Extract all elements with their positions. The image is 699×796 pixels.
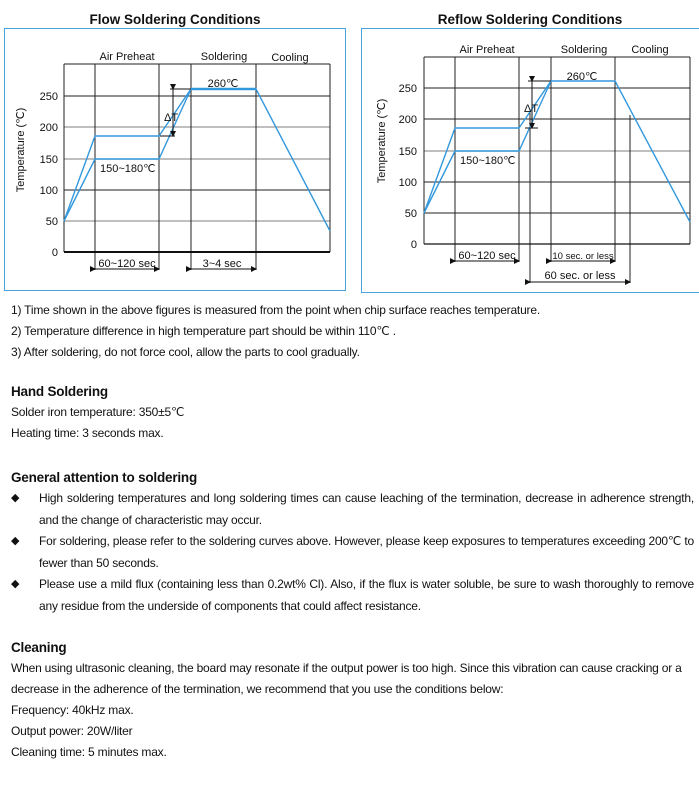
hand-soldering-section — [11, 382, 184, 444]
cleaning-intro: When using ultrasonic cleaning, the board may resonate if the output power is too high. Since this vibration can cause cracking or a decrease in the adherence of the termination, we recommend that you use the conditions below: — [11, 661, 682, 696]
cleaning-line: Frequency: 40kHz max. — [11, 703, 134, 717]
flow-ytick: 100 — [39, 185, 58, 197]
reflow-preheat-label: 150~180℃ — [460, 155, 516, 167]
reflow-ytick: 100 — [398, 177, 417, 189]
cleaning-line: Cleaning time: 5 minutes max. — [11, 745, 167, 759]
flow-delta-label: ΔT — [164, 112, 179, 124]
flow-ytick: 150 — [39, 154, 58, 166]
flow-dim-preheat: 60~120 sec — [98, 258, 156, 270]
general-attention-heading: General attention to soldering — [11, 470, 198, 485]
hand-soldering-line: Solder iron temperature: 350±5℃ — [11, 405, 185, 419]
reflow-chart-title: Reflow Soldering Conditions — [437, 12, 623, 27]
flow-phase-soldering: Soldering — [200, 51, 248, 63]
flow-chart — [0, 0, 350, 295]
flow-ytick: 0 — [51, 247, 58, 259]
reflow-dim-solder: 10 sec. or less — [552, 251, 614, 262]
reflow-chart — [350, 0, 699, 300]
flow-phase-preheat: Air Preheat — [99, 51, 155, 63]
bullet-item: ◆ Please use a mild flux (containing less than 0.2wt% Cl). Also, if the flux is water soluble, be sure to wash thoroughly to remove any residue from the underside of components that could affect resistance. — [11, 574, 694, 617]
hand-soldering-line: Heating time: 3 seconds max. — [11, 426, 164, 440]
flow-ylabel: Temperature (℃) — [15, 107, 27, 193]
note: 3) After soldering, do not force cool, allow the parts to cool gradually. — [11, 345, 360, 359]
reflow-dim-above200: 60 sec. or less — [544, 270, 616, 282]
diamond-bullet-icon: ◆ — [11, 492, 20, 504]
reflow-dim-preheat: 60~120 sec — [458, 250, 516, 262]
reflow-ytick: 150 — [398, 146, 417, 158]
flow-ytick: 250 — [39, 91, 58, 103]
reflow-phase-soldering: Soldering — [560, 44, 608, 56]
note: 2) Temperature difference in high temperature part should be within 110℃ . — [11, 324, 396, 338]
hand-soldering-heading: Hand Soldering — [11, 384, 108, 399]
flow-phase-cooling: Cooling — [271, 52, 309, 64]
reflow-ytick: 200 — [398, 114, 417, 126]
reflow-ytick: 0 — [410, 239, 417, 251]
flow-ytick: 200 — [39, 122, 58, 134]
reflow-ytick: 50 — [404, 208, 417, 220]
note: 1) Time shown in the above figures is measured from the point when chip surface reaches temperature. — [11, 303, 540, 317]
flow-peak-label: 260℃ — [207, 78, 239, 90]
flow-ytick: 50 — [45, 216, 58, 228]
reflow-phase-preheat: Air Preheat — [459, 44, 515, 56]
bullet-item: ◆ High soldering temperatures and long soldering times can cause leaching of the termination, decrease in adherence strength, and the change of characteristic may occur. — [11, 488, 694, 531]
reflow-delta-label: ΔT — [524, 103, 539, 115]
cleaning-heading: Cleaning — [11, 640, 67, 655]
general-attention-section — [11, 468, 694, 617]
flow-preheat-label: 150~180℃ — [100, 163, 156, 175]
bullet-item: ◆ For soldering, please refer to the soldering curves above. However, please keep exposures to temperatures exceeding 200℃ to fewer than 50 seconds. — [11, 531, 694, 574]
reflow-ylabel: Temperature (℃) — [376, 98, 388, 184]
reflow-peak-label: 260℃ — [566, 71, 598, 83]
flow-dim-solder: 3~4 sec — [202, 258, 242, 270]
reflow-phase-cooling: Cooling — [631, 44, 669, 56]
flow-chart-title: Flow Soldering Conditions — [89, 12, 261, 27]
cleaning-section — [11, 638, 699, 763]
cleaning-line: Output power: 20W/liter — [11, 724, 133, 738]
diamond-bullet-icon: ◆ — [11, 578, 20, 590]
diamond-bullet-icon: ◆ — [11, 535, 20, 547]
notes — [11, 300, 540, 363]
reflow-ytick: 250 — [398, 83, 417, 95]
